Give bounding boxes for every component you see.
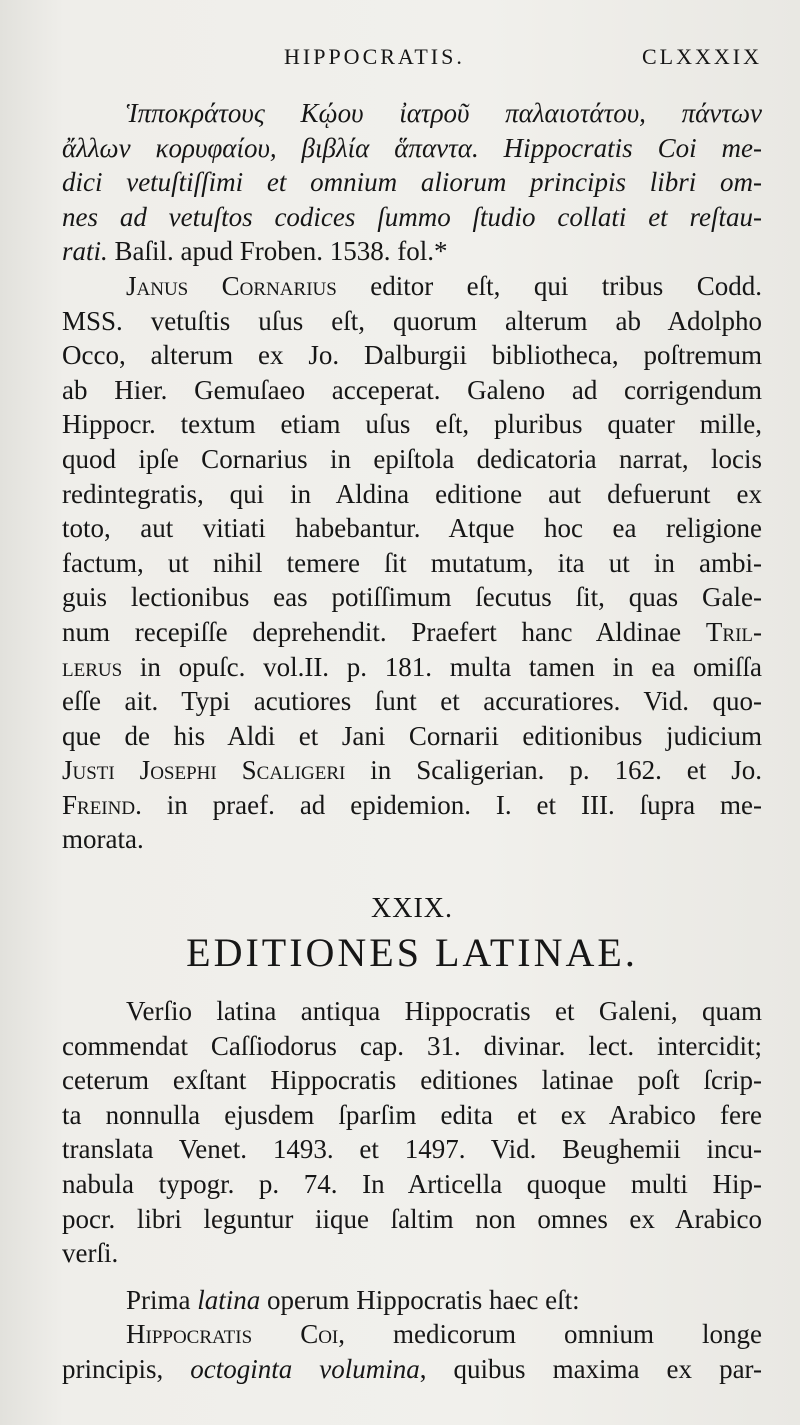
text-line: ἄλλων κορυφαίου, βιβλία ἅπαντα. Hippocratis Coi me- [62,132,762,163]
text-line: MSS. vetuſtis uſus eſt, quorum alterum ab Adolpho [62,305,762,336]
text-line: rati. Baſil. apud Froben. 1538. fol.* [62,236,448,267]
section-title: EDITIONES LATINAE. [186,930,638,976]
running-title: HIPPOCRATIS. [284,44,465,69]
text-line: eſſe ait. Typi acutiores ſunt et accuratiores. Vid. quo- [62,686,762,717]
section-number: XXIX. [371,893,453,925]
text-line: Janus Cornarius editor eſt, qui tribus Codd. [126,270,762,301]
text-line: Hippocr. textum etiam uſus eſt, pluribus quater mille, [62,409,762,440]
text-line: ab Hier. Gemuſaeo acceperat. Galeno ad corrigendum [62,374,762,405]
text-line: principis, octoginta volumina, quibus maxima ex par- [62,1354,762,1384]
paragraph-4 [62,1283,762,1318]
text-line: morata. [62,824,144,855]
body-text-2 [62,994,762,1387]
text-line: Ἱπποκράτους Κῴου ἰατροῦ παλαιοτάτου, πάντων [126,98,762,128]
text-line: Hippocratis Coi, medicorum omnium longe [126,1319,763,1350]
text-line: translata Venet. 1493. et 1497. Vid. Beughemii incu- [62,1134,762,1165]
text-line: ta nonnulla ejusdem ſparſim edita et ex Arabico fere [62,1099,762,1130]
author-name: Justi Josephi Scaligeri [62,755,346,786]
paragraph-1 [62,96,762,269]
paragraph-5 [62,1317,762,1386]
running-head [284,44,762,70]
text-line: nes ad vetuſtos codices ſummo ſtudio collati et reſtau- [62,201,762,232]
text-line: ceterum exſtant Hippocratis editiones latinae poſt ſcrip- [62,1065,762,1096]
text-line: factum, ut nihil temere ſit mutatum, ita ut in ambi- [62,547,762,578]
text-line: Justi Josephi Scaligeri in Scaligerian. p. 162. et Jo. [62,755,762,786]
text-line: pocr. libri leguntur iique ſaltim non omnes ex Arabico [62,1203,762,1234]
text-line: redintegratis, qui in Aldina editione aut defuerunt ex [62,478,762,509]
author-name: lerus [62,651,123,682]
text-line: Freind. in praef. ad epidemion. I. et III. ſupra me- [62,789,762,820]
text-line: quod ipſe Cornarius in epiſtola dedicatoria narrat, locis [62,443,762,474]
text-line: nabula typogr. p. 74. In Articella quoque multi Hip- [62,1169,762,1200]
page-number: CLXXXIX [642,44,762,69]
text-line: num recepiſſe deprehendit. Praefert hanc Aldinae Tril- [62,616,762,647]
paragraph-3 [62,994,762,1271]
author-name: Janus Cornarius [126,270,337,301]
text-line: Prima latina operum Hippocratis haec eſt: [126,1284,580,1315]
text-line: Occo, alterum ex Jo. Dalburgii bibliotheca, poſtremum [62,340,762,371]
text-line: commendat Caſſiodorus cap. 31. divinar. lect. intercidit; [62,1030,762,1061]
author-name: Hippocratis [126,1319,253,1350]
text-line: dici vetuſtiſſimi et omnium aliorum principis libri om- [62,167,762,198]
body-text [62,96,762,857]
author-name: Freind. [62,789,142,820]
text-line: guis lectionibus eas potiſſimum ſecutus ſit, quas Gale- [62,582,762,613]
text-line: verſi. [62,1238,119,1269]
paragraph-2 [62,269,762,857]
text-line: lerus in opuſc. vol.II. p. 181. multa tamen in ea omiſſa [62,651,762,682]
text-line: Verſio latina antiqua Hippocratis et Galeni, quam [126,996,762,1027]
text-line: que de his Aldi et Jani Cornarii editionibus judicium [62,720,762,751]
author-name: Tril- [705,616,762,647]
text-line: toto, aut vitiati habebantur. Atque hoc ea religione [62,513,762,544]
